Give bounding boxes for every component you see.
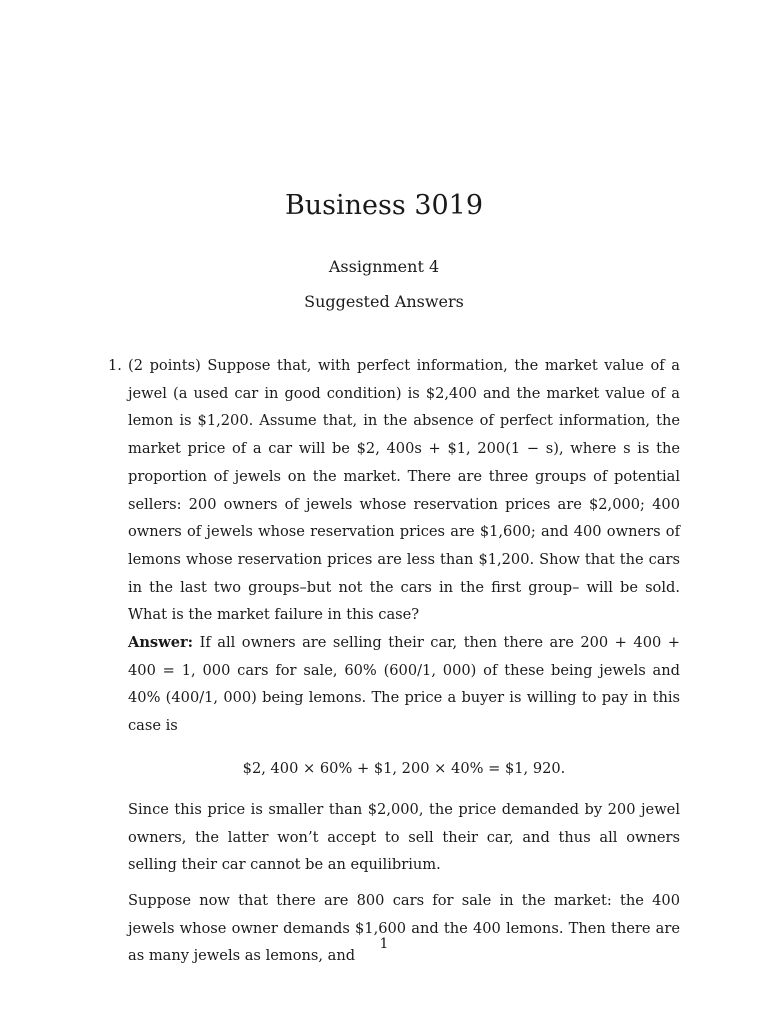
answer-intro-paragraph: [128, 629, 680, 740]
assignment-label: Assignment 4: [328, 257, 440, 276]
question-number: 1.: [108, 357, 122, 374]
page-number: 1: [379, 936, 389, 952]
answer-paragraph-2: Since this price is smaller than $2,000, the price demanded by 200 jewel owners, the latter won’t accept to sell their car, and thus all owners selling their car cannot be an equilibrium.: [128, 800, 680, 874]
answer-paragraph-3: Suppose now that there are 800 cars for sale in the market: the 400 jewels whose owner demands $1,600 and the 400 lemons. Then there are as many jewels as lemons, and: [128, 891, 680, 965]
answer-intro-text: If all owners are selling their car, then there are 200 + 400 + 400 = 1, 000 cars for sale, 60% (600/1, 000) of these being jewels and 40% (400/1, 000) being lemons. The price a buyer is willing to pay in this case is: [128, 634, 680, 735]
question-text: (2 points) Suppose that, with perfect information, the market value of a jewel (a used car in good condition) is $2,400 and the market value of a lemon is $1,200. Assume that, in the absence of perfect information, the market price of a car will be $2, 400s + $1, 200(1 − s), where s is the proportion of jewels on the market. There are three groups of potential sellers: 200 owners of jewels whose reservation prices are $2,000; 400 owners of jewels whose reservation prices are $1,600; and 400 owners of lemons whose reservation prices are less than $1,200. Show that the cars in the last two groups–but not the cars in the first group– will be sold. What is the market failure in this case?: [128, 357, 680, 624]
document-body: [108, 352, 680, 970]
price-equation: $2, 400 × 60% + $1, 200 × 40% = $1, 920.: [242, 759, 566, 777]
answer-label: Answer:: [128, 634, 194, 652]
question-item: [108, 352, 680, 970]
document-title: Business 3019: [284, 190, 484, 221]
document-subtitle: Suggested Answers: [304, 292, 464, 311]
